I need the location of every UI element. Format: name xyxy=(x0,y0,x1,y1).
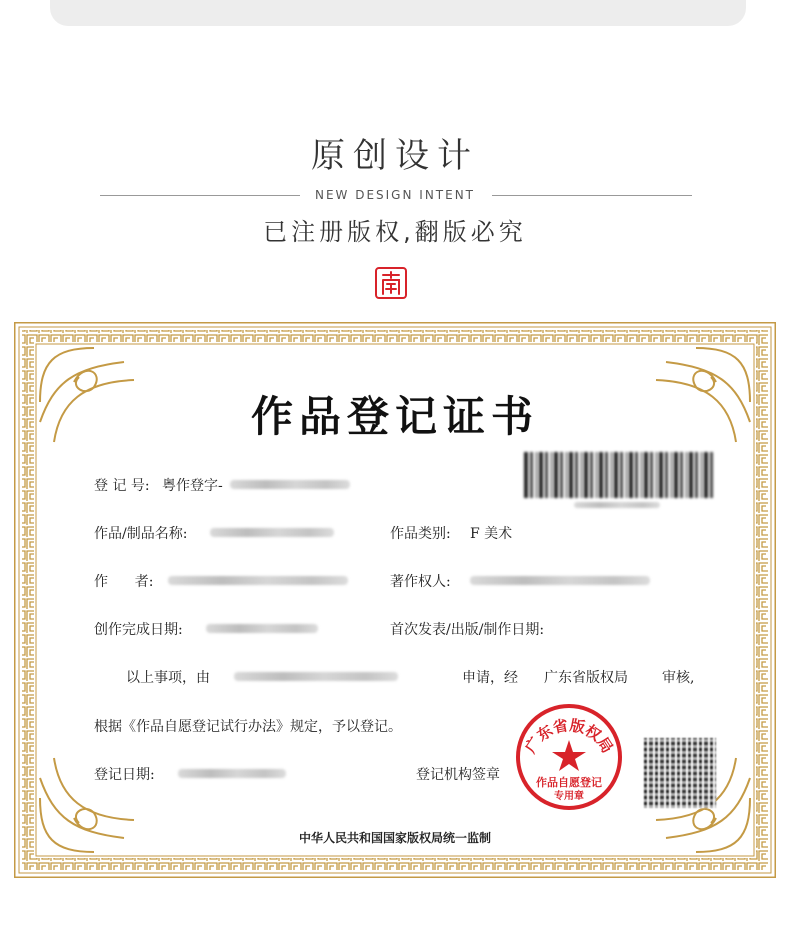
owner-label: 著作权人: xyxy=(390,574,451,590)
statement-basis: 根据《作品自愿登记试行办法》规定，予以登记。 xyxy=(94,719,402,735)
page-tagline: 已注册版权,翻版必究 xyxy=(263,218,527,246)
redacted-author xyxy=(168,576,348,585)
reg-no-value: 粤作登字- xyxy=(162,478,223,494)
redacted-reg-date xyxy=(178,769,286,778)
official-red-stamp xyxy=(514,702,624,812)
page-subtitle: NEW DESIGN INTENT xyxy=(314,188,476,202)
author-label: 作 者: xyxy=(94,574,154,590)
reg-date-label: 登记日期: xyxy=(94,767,155,783)
redacted-owner xyxy=(470,576,650,585)
stamp-bottom-text-2: 专用章 xyxy=(554,791,584,802)
redacted-work-name xyxy=(210,528,334,537)
certificate-title: 作品登记证书 xyxy=(250,392,539,441)
statement-prefix: 以上事项，由 xyxy=(126,670,210,686)
work-type-label: 作品类别: xyxy=(390,526,451,542)
reg-no-label: 登 记 号: xyxy=(94,478,150,494)
statement-apply: 申请，经 xyxy=(462,670,518,686)
copyright-certificate xyxy=(14,322,776,878)
certificate-footer: 中华人民共和国国家版权局统一监制 xyxy=(298,831,491,845)
work-name-label: 作品/制品名称: xyxy=(94,526,188,542)
redacted-applicant xyxy=(234,672,398,681)
agency-seal-label: 登记机构签章 xyxy=(416,767,500,783)
divider-right xyxy=(492,195,692,196)
stamp-top-text: 广东省版权局 xyxy=(521,716,617,757)
work-type-value: F 美术 xyxy=(470,526,513,542)
seal-logo-icon xyxy=(374,266,408,300)
redacted-completion-date xyxy=(206,624,318,633)
stamp-bottom-text-1: 作品自愿登记 xyxy=(536,776,602,789)
page-title: 原创设计 xyxy=(311,136,479,176)
completion-date-label: 创作完成日期: xyxy=(94,622,183,638)
redacted-reg-no xyxy=(230,480,350,489)
qr-code-image xyxy=(644,738,716,808)
star-icon xyxy=(552,740,586,771)
publish-date-label: 首次发表/出版/制作日期: xyxy=(390,622,545,638)
statement-authority: 广东省版权局 xyxy=(544,670,628,686)
top-gray-bar xyxy=(50,0,746,26)
statement-review: 审核, xyxy=(662,670,695,686)
redacted-barcode-number xyxy=(574,502,660,508)
barcode-image xyxy=(524,452,716,498)
